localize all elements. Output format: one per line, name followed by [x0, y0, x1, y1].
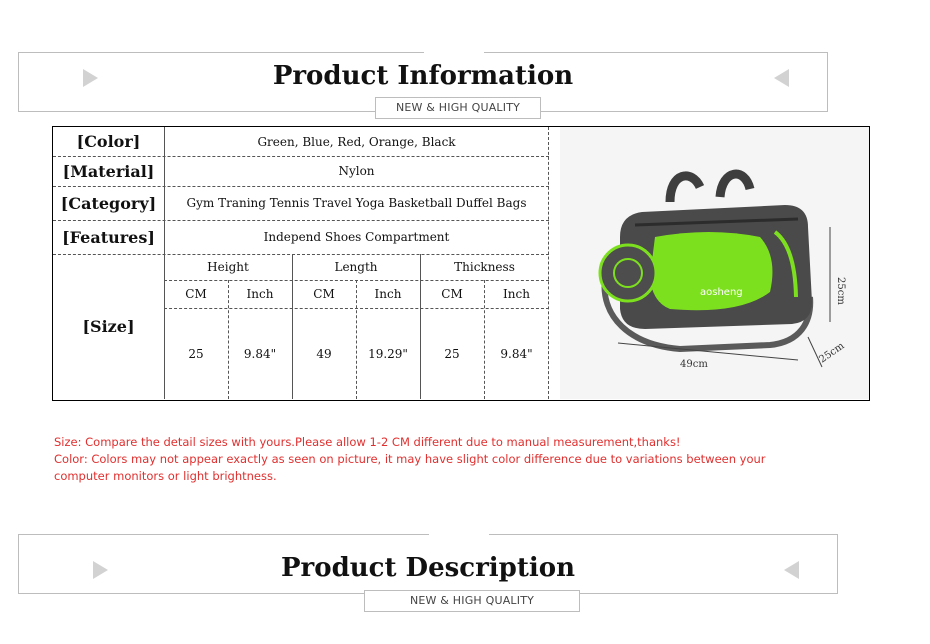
product-spec-table — [52, 126, 870, 401]
triangle-left-icon — [784, 561, 799, 579]
features-label: [Features] — [62, 227, 155, 247]
thickness-cm-value: 25 — [444, 346, 460, 361]
product-description-banner — [18, 534, 838, 594]
unit-cm: CM — [185, 287, 207, 301]
size-label: [Size] — [82, 317, 135, 336]
unit-inch: Inch — [246, 287, 274, 301]
height-cm-value: 25 — [188, 346, 204, 361]
size-color-notes — [54, 434, 814, 485]
height-inch-value: 9.84" — [243, 346, 277, 361]
unit-cm: CM — [441, 287, 463, 301]
color-label: [Color] — [76, 132, 141, 151]
category-value: Gym Traning Tennis Travel Yoga Basketball Duffel Bags — [186, 196, 527, 210]
material-value: Nylon — [338, 164, 375, 178]
size-group-thickness: Thickness — [454, 260, 515, 274]
category-label: [Category] — [60, 193, 157, 213]
size-group-length: Length — [334, 260, 378, 274]
thickness-inch-value: 9.84" — [500, 346, 533, 361]
duffel-bag-icon — [560, 127, 869, 399]
product-photo — [560, 127, 869, 399]
size-group-height: Height — [207, 260, 249, 274]
dimension-thickness-label: 25cm — [817, 340, 847, 366]
dimension-height-label: 25cm — [835, 277, 846, 305]
length-cm-value: 49 — [316, 346, 332, 361]
unit-inch: Inch — [374, 287, 402, 301]
unit-cm: CM — [313, 287, 335, 301]
spec-grid — [53, 127, 549, 399]
triangle-left-icon — [774, 69, 789, 87]
section-title: Product Information — [272, 61, 574, 91]
quality-badge: NEW & HIGH QUALITY — [375, 97, 541, 119]
unit-inch: Inch — [503, 287, 530, 301]
color-note: Color: Colors may not appear exactly as seen on picture, it may have slight color difference due to variations between your computer monitors or light brightness. — [54, 452, 766, 483]
color-value: Green, Blue, Red, Orange, Black — [257, 134, 456, 149]
length-inch-value: 19.29" — [368, 346, 408, 361]
brand-logo-text: aosheng — [700, 287, 743, 298]
size-note: Size: Compare the detail sizes with yours.Please allow 1-2 CM different due to manual measurement,thanks! — [54, 435, 681, 449]
material-label: [Material] — [62, 161, 155, 181]
features-value: Independ Shoes Compartment — [263, 230, 450, 244]
dimension-length-label: 49cm — [680, 359, 708, 370]
quality-badge: NEW & HIGH QUALITY — [364, 590, 580, 612]
section-title: Product Description — [280, 553, 575, 583]
